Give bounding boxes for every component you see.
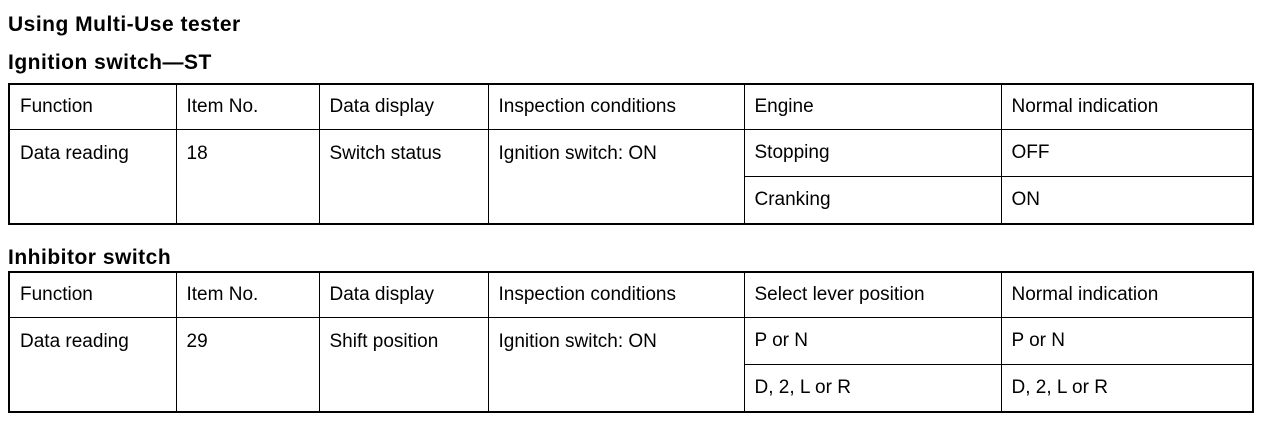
item-no-cell: 18 [176, 130, 319, 225]
table-row [9, 130, 1253, 177]
page-title: Using Multi-Use tester [8, 13, 241, 36]
inhibitor-switch-table [8, 271, 1254, 413]
column-header-item-no: Item No. [176, 84, 319, 130]
function-cell: Data reading [9, 130, 176, 225]
engine-condition-cell: Stopping [744, 130, 1001, 177]
inspection-conditions-cell: Ignition switch: ON [488, 318, 744, 413]
data-display-cell: Switch status [319, 130, 488, 225]
normal-indication-cell: OFF [1001, 130, 1253, 177]
column-header-select-lever-position: Select lever position [744, 272, 1001, 318]
normal-indication-cell: P or N [1001, 318, 1253, 365]
column-header-normal-indication: Normal indication [1001, 272, 1253, 318]
column-header-normal-indication: Normal indication [1001, 84, 1253, 130]
column-header-item-no: Item No. [176, 272, 319, 318]
column-header-data-display: Data display [319, 272, 488, 318]
inspection-conditions-cell: Ignition switch: ON [488, 130, 744, 225]
select-lever-position-cell: D, 2, L or R [744, 365, 1001, 413]
column-header-inspection-conditions: Inspection conditions [488, 272, 744, 318]
function-cell: Data reading [9, 318, 176, 413]
column-header-function: Function [9, 272, 176, 318]
column-header-function: Function [9, 84, 176, 130]
normal-indication-cell: D, 2, L or R [1001, 365, 1253, 413]
table-row [9, 318, 1253, 365]
column-header-data-display: Data display [319, 84, 488, 130]
normal-indication-cell: ON [1001, 177, 1253, 225]
ignition-switch-st-table [8, 83, 1254, 225]
section-heading-inhibitor-switch: Inhibitor switch [8, 246, 172, 269]
select-lever-position-cell: P or N [744, 318, 1001, 365]
table-header-row [9, 272, 1253, 318]
column-header-engine: Engine [744, 84, 1001, 130]
column-header-inspection-conditions: Inspection conditions [488, 84, 744, 130]
engine-condition-cell: Cranking [744, 177, 1001, 225]
data-display-cell: Shift position [319, 318, 488, 413]
table-header-row [9, 84, 1253, 130]
section-heading-ignition-switch-st: Ignition switch—ST [8, 51, 212, 74]
item-no-cell: 29 [176, 318, 319, 413]
